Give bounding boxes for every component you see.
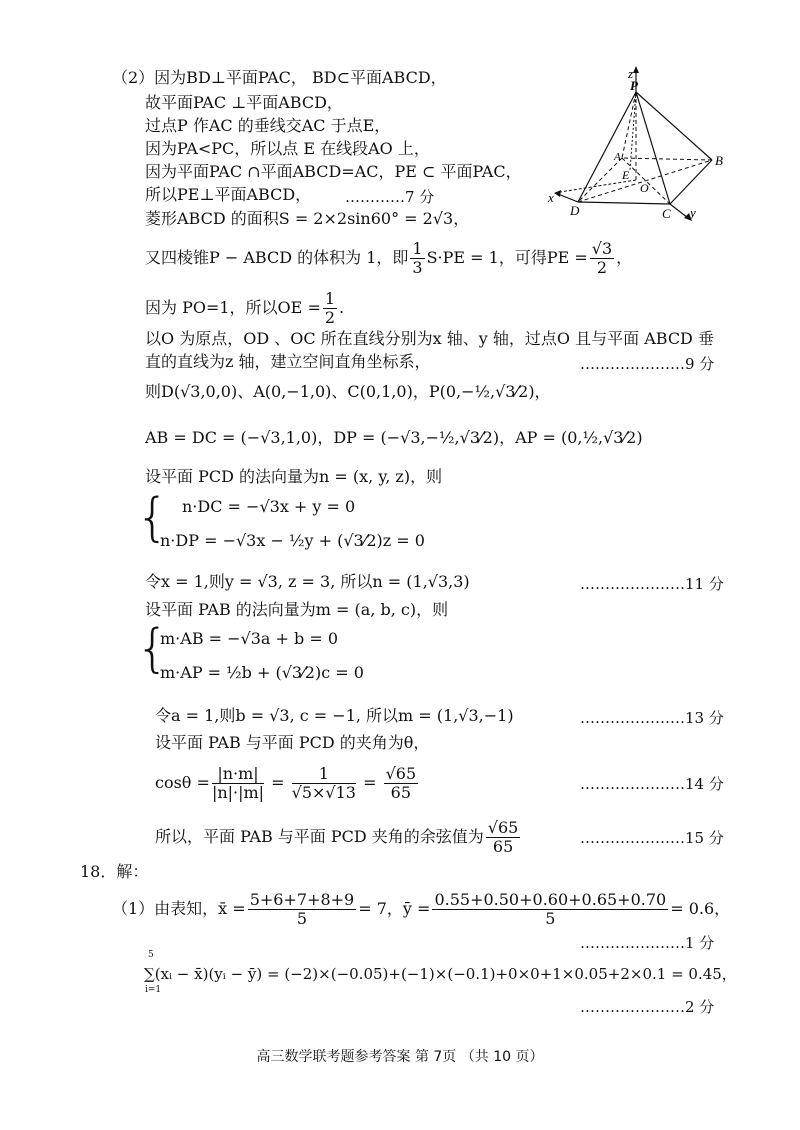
line-normal-m: 设平面 PAB 的法向量为m = (a, b, c)，则 xyxy=(145,600,449,619)
x-axis-solid xyxy=(558,194,578,202)
line-cos-theta: cosθ = $\frac{|n\cdot m|}{|n|\cdot|m|}$ = $\frac{1}{√5\times√13}$ = $\frac{√65}{65}$ xyxy=(155,764,417,802)
label-z: z xyxy=(628,66,634,81)
line-normal-n: 设平面 PCD 的法向量为n = (x, y, z)，则 xyxy=(145,467,443,486)
system-1 xyxy=(160,490,425,558)
line-volume xyxy=(145,238,632,278)
system-1-eq2: n·DP = −√3x − ½y + (√3⁄2)z = 0 xyxy=(160,531,425,550)
fraction-cos-3 xyxy=(384,765,419,802)
frac-den: 2 xyxy=(324,308,336,327)
line-given-bd-perp: （2）因为BD⊥平面PAC， BD⊂平面ABCD， xyxy=(112,68,447,87)
line-draw-pe: 过点P 作AC 的垂线交AC 于点E， xyxy=(145,116,391,135)
line-solve-m: 令a = 1,则b = √3, c = −1, 所以m = (1,√3,−1) xyxy=(155,706,514,725)
brace-system-2: { xyxy=(136,619,170,679)
frac-den: |n|·|m| xyxy=(211,783,265,802)
x-axis-arrow xyxy=(554,190,561,197)
cos-label: cosθ = xyxy=(155,773,210,792)
conclusion-text: 所以，平面 PAB 与平面 PCD 夹角的余弦值为 xyxy=(155,827,484,846)
fraction-answer xyxy=(486,819,521,856)
sum-upper-limit: 5 xyxy=(148,950,154,960)
z-axis-arrow xyxy=(633,66,639,73)
line-oe xyxy=(145,288,344,328)
page-footer: 高三数学联考题参考答案 第 7页 （共 10 页） xyxy=(256,1049,544,1065)
edge-pd xyxy=(578,92,636,202)
volume-text-c: ， xyxy=(616,248,633,267)
label-p: P xyxy=(630,78,638,93)
line-solve-n: 令x = 1,则y = √3, z = 3, 所以n = (1,√3,3) xyxy=(145,572,470,591)
label-o: O xyxy=(640,181,649,195)
means-text-c: = 0.6， xyxy=(670,899,731,918)
edge-dc xyxy=(578,202,670,204)
pyramid-figure xyxy=(540,62,730,232)
line-means xyxy=(112,888,730,930)
line-coord-z: 直的直线为z 轴，建立空间直角坐标系， xyxy=(145,352,431,371)
question-18-heading: 18．解： xyxy=(80,862,149,881)
line-area: 菱形ABCD 的面积S = 2×2sin60° = 2√3， xyxy=(145,209,470,228)
frac-num: √65 xyxy=(487,818,519,837)
frac-den: √5×√13 xyxy=(291,783,356,802)
fraction-one-third xyxy=(410,240,424,277)
line-plane-perp: 故平面PAC ⊥平面ABCD， xyxy=(145,93,343,112)
oe-text: 因为 PO=1，所以OE = xyxy=(145,298,321,317)
frac-num: 1 xyxy=(412,239,423,258)
fraction-one-half xyxy=(323,290,337,327)
frac-den: 3 xyxy=(412,258,423,277)
label-c: C xyxy=(662,206,671,221)
line-angle-theta: 设平面 PAB 与平面 PCD 的夹角为θ， xyxy=(155,733,430,752)
frac-num: 5+6+7+8+9 xyxy=(249,890,355,909)
label-a: A xyxy=(614,151,621,163)
frac-num: 1 xyxy=(292,765,356,784)
score-15: …………………15 分 xyxy=(580,829,724,847)
frac-num: 1 xyxy=(324,289,336,308)
score-14: …………………14 分 xyxy=(580,775,724,793)
frac-num: 0.55+0.50+0.60+0.65+0.70 xyxy=(434,890,667,909)
y-axis xyxy=(670,204,688,218)
score-11: …………………11 分 xyxy=(580,575,724,593)
line-pa-lt-pc: 因为PA<PC，所以点 E 在线段AO 上， xyxy=(145,139,430,158)
fraction-cos-2 xyxy=(292,765,356,802)
means-text-b: = 7，ȳ = xyxy=(358,899,431,918)
score-13: …………………13 分 xyxy=(580,709,724,727)
frac-den: 65 xyxy=(492,837,514,856)
fraction-sqrt3-over-2 xyxy=(590,240,614,277)
volume-text-a: 又四棱锥P − ABCD 的体积为 1，即 xyxy=(145,248,409,267)
volume-text-b: S·PE = 1，可得PE = xyxy=(426,248,588,267)
score-2: …………………2 分 xyxy=(580,998,715,1016)
fraction-cos-1 xyxy=(212,765,264,802)
score-1: …………………1 分 xyxy=(580,934,715,952)
frac-den: 5 xyxy=(296,909,308,928)
frac-num: |n·m| xyxy=(212,765,264,784)
frac-num: √3 xyxy=(591,239,613,258)
edge-cb xyxy=(670,160,712,204)
system-2 xyxy=(160,622,364,690)
frac-num: √65 xyxy=(385,764,417,783)
label-y: y xyxy=(690,205,696,220)
line-coord-setup: 以O 为原点，OD 、OC 所在直线分别为x 轴、y 轴，过点O 且与平面 ABCD 垂 xyxy=(145,329,714,348)
label-b: B xyxy=(715,153,723,168)
frac-den: 5 xyxy=(545,909,556,928)
means-text-a: （1）由表知，x̄ = xyxy=(112,899,246,918)
system-2-eq1: m·AB = −√3a + b = 0 xyxy=(160,629,339,648)
score-7: …………7 分 xyxy=(345,188,435,206)
line-conclusion xyxy=(155,815,522,859)
sum-lower-limit: i=1 xyxy=(145,985,162,995)
line-points: 则D(√3,0,0)、A(0,−1,0)、C(0,1,0)，P(0,−½,√3⁄2)， xyxy=(145,382,551,401)
system-1-eq1: n·DC = −√3x + y = 0 xyxy=(182,497,356,516)
label-x: x xyxy=(548,190,554,205)
fraction-y-mean xyxy=(432,891,668,928)
system-2-eq2: m·AP = ½b + (√3⁄2)c = 0 xyxy=(160,663,364,682)
label-e: E xyxy=(622,168,630,182)
line-vectors: AB = DC = (−√3,1,0)，DP = (−√3,−½,√3⁄2)，AP = (0,½,√3⁄2) xyxy=(145,428,643,447)
frac-den: 65 xyxy=(390,783,412,802)
fraction-x-mean xyxy=(248,891,357,928)
brace-system-1: { xyxy=(136,488,170,548)
score-9: …………………9 分 xyxy=(580,355,715,373)
line-pe-perp: 所以PE⊥平面ABCD， xyxy=(145,185,312,204)
edge-pb xyxy=(636,92,712,160)
label-d: D xyxy=(570,203,580,218)
frac-den: 2 xyxy=(596,258,608,277)
line-covariance: ∑(xᵢ − x̄)(yᵢ − ȳ) = (−2)×(−0.05)+(−1)×(−0.1)+0×0+1×0.05+2×0.1 = 0.45， xyxy=(144,965,737,983)
line-intersection: 因为平面PAC ∩平面ABCD=AC，PE ⊂ 平面PAC， xyxy=(145,162,522,181)
oe-end: . xyxy=(339,298,345,317)
